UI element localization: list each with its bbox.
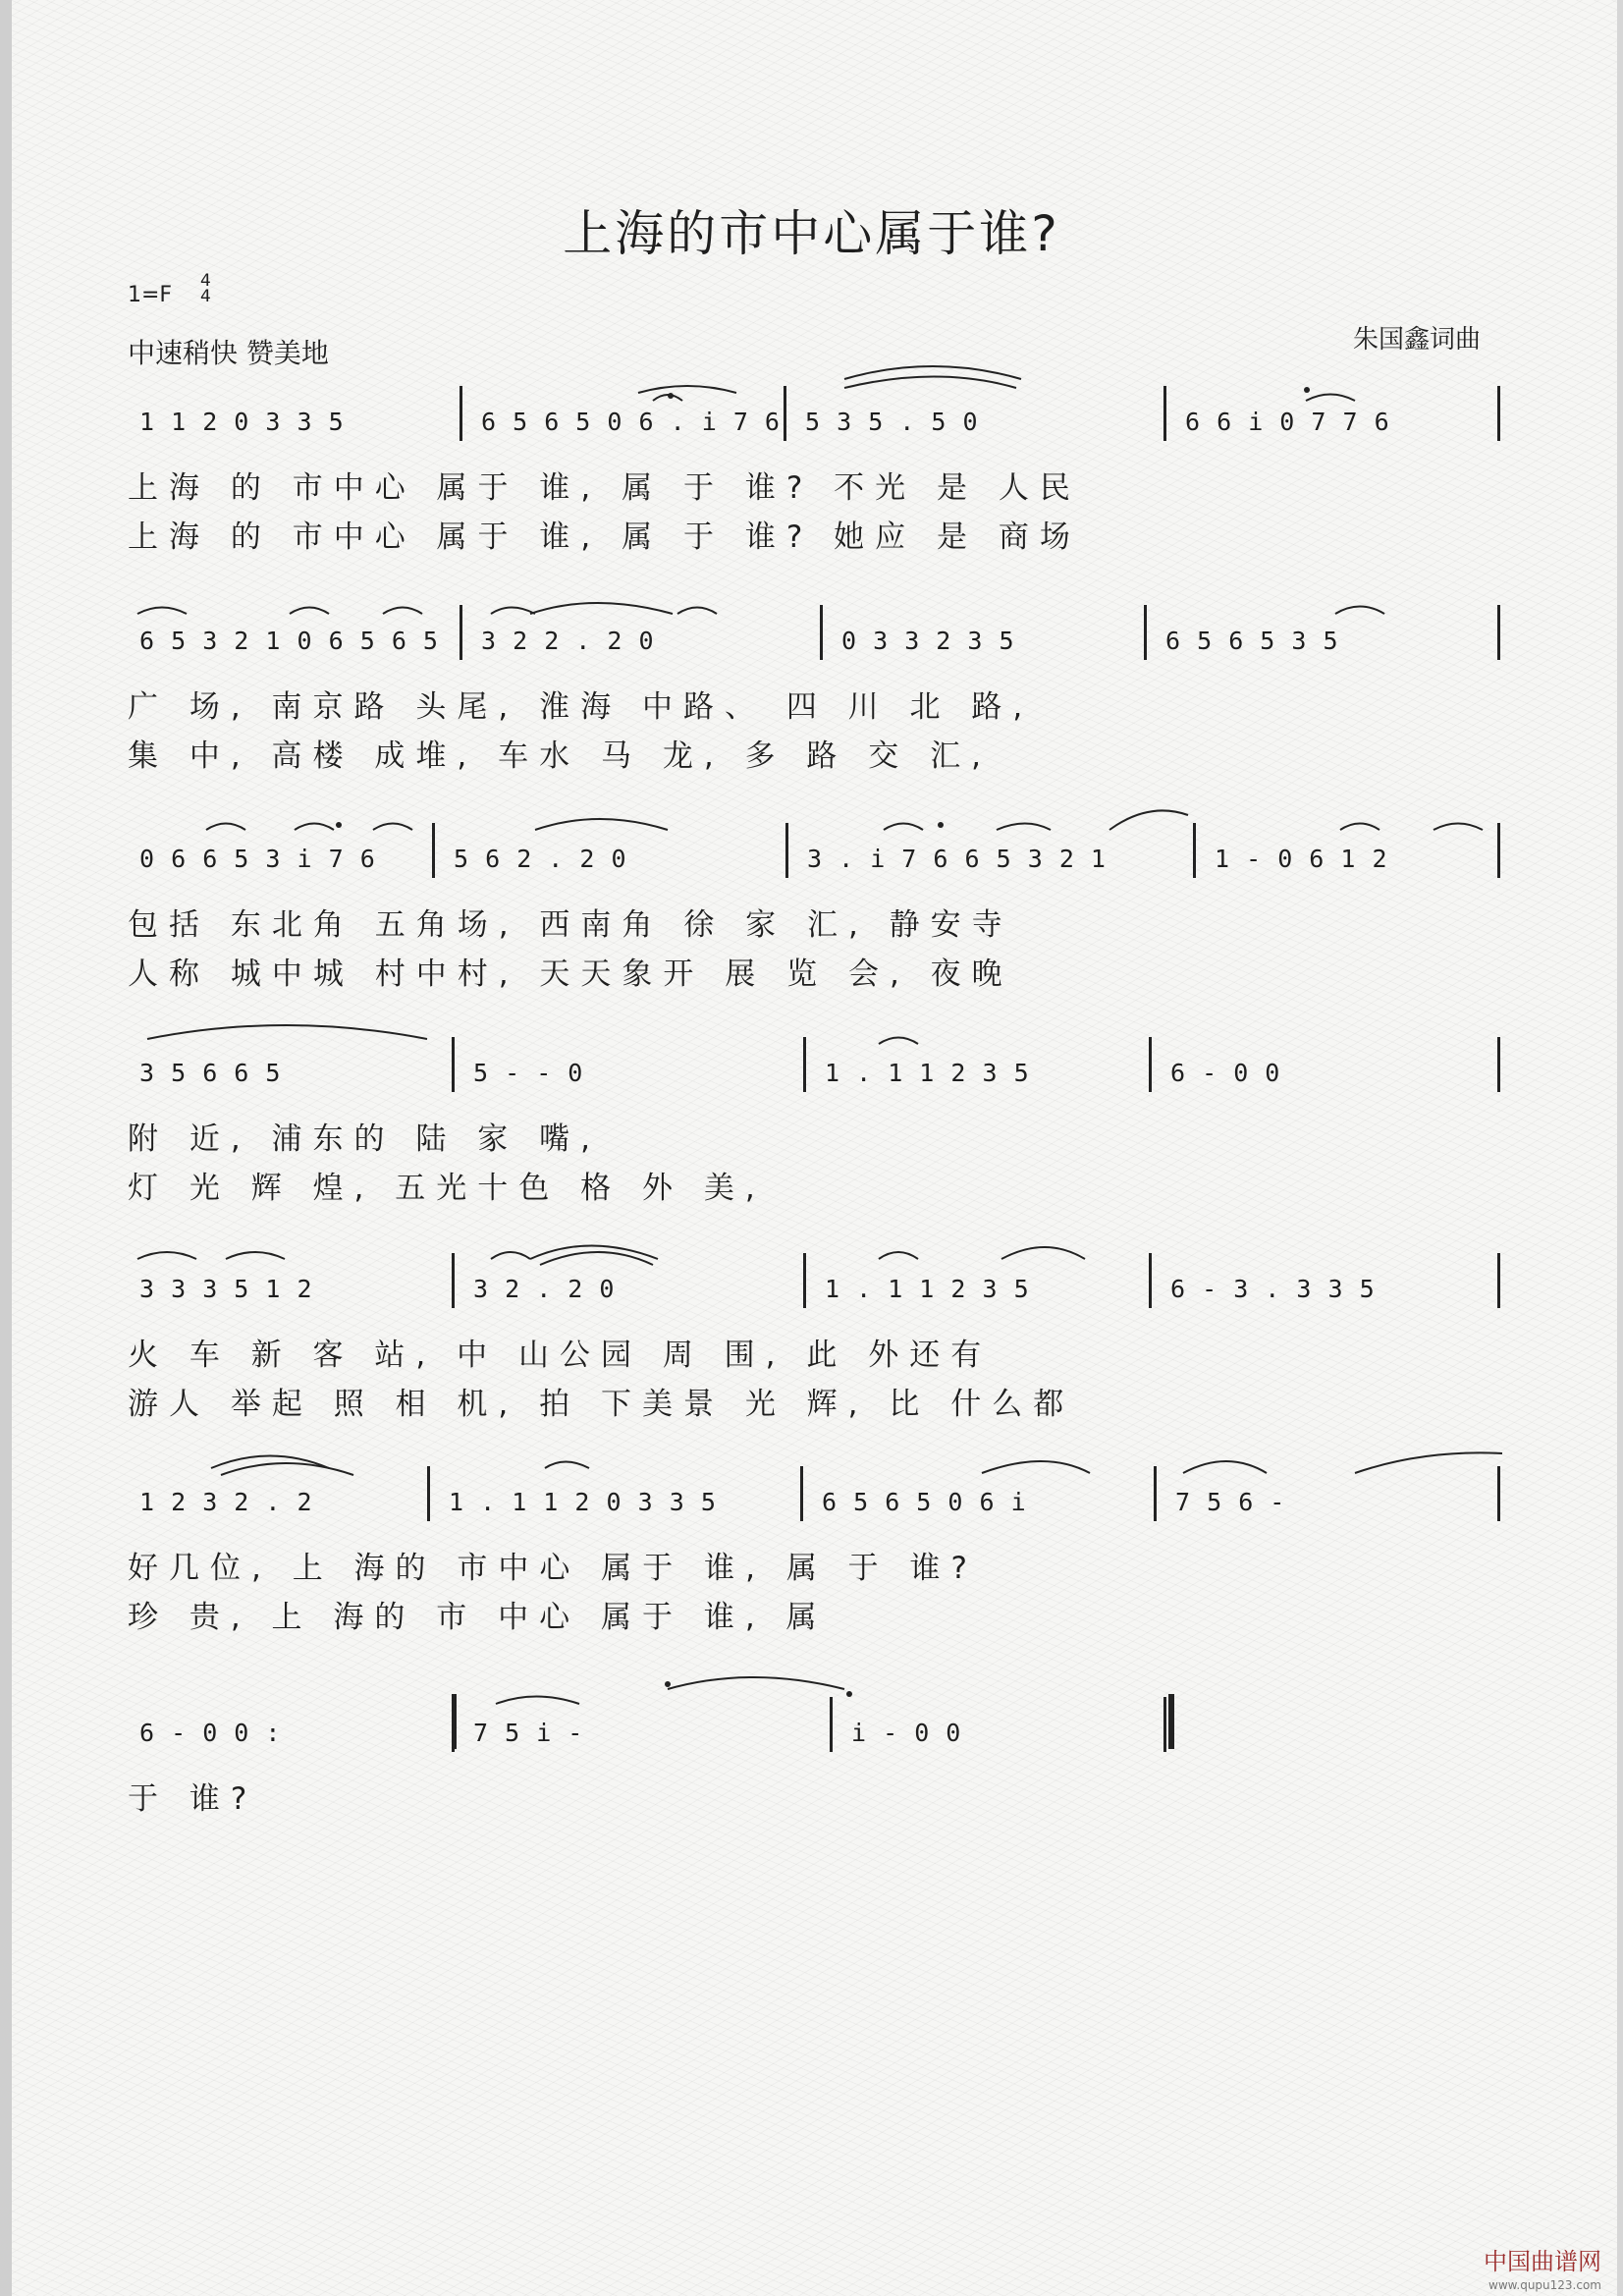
measure-notes: 5 - - 0 bbox=[473, 1059, 584, 1087]
barline bbox=[1144, 605, 1147, 660]
slur bbox=[290, 608, 329, 615]
slur bbox=[879, 1038, 918, 1045]
repeat-barline bbox=[452, 1694, 457, 1749]
measure-notes: 1 . 1 1 2 3 5 bbox=[825, 1059, 1030, 1087]
barline bbox=[1149, 1253, 1152, 1308]
barline bbox=[803, 1037, 806, 1092]
lyric-line: 珍 贵, 上 海的 市 中心 属于 谁, 属 bbox=[128, 1600, 828, 1635]
barline bbox=[427, 1466, 430, 1521]
slur bbox=[1306, 395, 1355, 402]
slur bbox=[997, 824, 1051, 831]
slur bbox=[491, 1252, 530, 1259]
slur bbox=[530, 603, 673, 614]
measure-notes: 1 - 0 6 1 2 bbox=[1215, 845, 1388, 873]
barline bbox=[452, 1037, 455, 1092]
slur bbox=[982, 1461, 1090, 1473]
measure-notes: 5 6 2 . 2 0 bbox=[454, 845, 627, 873]
measure-notes: 6 6 i 0 7 7 6 bbox=[1185, 408, 1390, 436]
measure-notes: 1 . 1 1 2 0 3 3 5 bbox=[449, 1488, 717, 1516]
measure-notes: 1 . 1 1 2 3 5 bbox=[825, 1275, 1030, 1303]
measure-notes: 3 . i 7 6 6 5 3 2 1 bbox=[807, 845, 1107, 873]
slur bbox=[147, 1025, 427, 1039]
barline bbox=[803, 1253, 806, 1308]
slur bbox=[383, 608, 422, 615]
slur bbox=[677, 608, 717, 615]
author-credit: 朱国鑫词曲 bbox=[1352, 325, 1481, 355]
measure-notes: 1 1 2 0 3 3 5 bbox=[139, 408, 345, 436]
slur bbox=[884, 824, 923, 831]
barline bbox=[1193, 823, 1196, 878]
barline bbox=[800, 1466, 803, 1521]
barline bbox=[1149, 1037, 1152, 1092]
slur bbox=[221, 1463, 353, 1475]
final-barline bbox=[1168, 1694, 1174, 1749]
key-text: 1=F bbox=[128, 283, 173, 307]
barline bbox=[785, 823, 788, 878]
tempo-marking: 中速稍快 赞美地 bbox=[128, 337, 329, 369]
barline bbox=[1497, 386, 1500, 441]
slur bbox=[211, 1456, 329, 1469]
time-sig-numerator: 4 bbox=[200, 271, 211, 291]
slur bbox=[638, 386, 736, 393]
measure-notes: 1 2 3 2 . 2 bbox=[139, 1488, 313, 1516]
lyric-line: 好几位, 上 海的 市中心 属于 谁, 属 于 谁? bbox=[128, 1551, 978, 1586]
measure-notes: i - 0 0 bbox=[851, 1719, 962, 1747]
lyric-line: 集 中, 高楼 成堆, 车水 马 龙, 多 路 交 汇, bbox=[128, 738, 992, 774]
measure-notes: 7 5 6 - bbox=[1175, 1488, 1286, 1516]
measure-notes: 3 5 6 6 5 bbox=[139, 1059, 282, 1087]
slur bbox=[1001, 1247, 1085, 1259]
barline bbox=[1497, 1037, 1500, 1092]
slur bbox=[373, 824, 412, 831]
lyric-line: 包括 东北角 五角场, 西南角 徐 家 汇, 静安寺 bbox=[128, 907, 1013, 943]
lyric-line: 附 近, 浦东的 陆 家 嘴, bbox=[128, 1121, 601, 1157]
slur bbox=[1355, 1452, 1502, 1473]
barline bbox=[1497, 1253, 1500, 1308]
measure-notes: 6 - 3 . 3 3 5 bbox=[1170, 1275, 1376, 1303]
lyric-line: 于 谁? bbox=[128, 1781, 258, 1817]
measure-notes: 6 5 6 5 3 5 bbox=[1165, 627, 1339, 655]
measure-notes: 0 6 6 5 3 i 7 6 bbox=[139, 845, 376, 873]
slur bbox=[295, 824, 334, 831]
lyric-line: 上海 的 市中心 属于 谁, 属 于 谁? 她应 是 商场 bbox=[128, 519, 1081, 555]
measure-notes: 6 - 0 0 bbox=[1170, 1059, 1281, 1087]
song-title: 上海的市中心属于谁? bbox=[563, 205, 1060, 262]
measure-notes: 6 5 3 2 1 0 6 5 6 5 bbox=[139, 627, 439, 655]
measure-notes: 3 3 3 5 1 2 bbox=[139, 1275, 313, 1303]
slur bbox=[206, 824, 245, 831]
time-sig-denominator: 4 bbox=[200, 287, 211, 306]
measure-notes: 3 2 . 2 0 bbox=[473, 1275, 616, 1303]
measure-notes: 5 3 5 . 5 0 bbox=[805, 408, 979, 436]
barline bbox=[820, 605, 823, 660]
slur bbox=[668, 1677, 844, 1689]
slur bbox=[137, 1252, 196, 1259]
slur bbox=[226, 1252, 285, 1259]
barline bbox=[460, 386, 462, 441]
measure-notes: 3 2 2 . 2 0 bbox=[481, 627, 655, 655]
slur bbox=[540, 1252, 653, 1265]
slur bbox=[496, 1697, 579, 1705]
slur bbox=[879, 1252, 918, 1259]
slur bbox=[844, 377, 1016, 389]
barline bbox=[1163, 386, 1166, 441]
barline bbox=[784, 386, 786, 441]
barline bbox=[432, 823, 435, 878]
slur bbox=[1109, 810, 1188, 830]
site-url: www.qupu123.com bbox=[1488, 2278, 1601, 2292]
slur bbox=[1434, 824, 1483, 831]
measure-notes: 6 - 0 0 : bbox=[139, 1719, 282, 1747]
barline bbox=[830, 1697, 833, 1752]
lyric-line: 上海 的 市中心 属于 谁, 属 于 谁? 不光 是 人民 bbox=[128, 470, 1081, 506]
slur bbox=[1340, 824, 1380, 831]
barline bbox=[460, 605, 462, 660]
barline bbox=[1163, 1697, 1166, 1752]
slur bbox=[545, 1462, 589, 1469]
measure-notes: 6 5 6 5 0 6 . i 7 6 bbox=[481, 408, 781, 436]
measure-notes: 7 5 i - bbox=[473, 1719, 584, 1747]
lyric-line: 人称 城中城 村中村, 天天象开 展 览 会, 夜晚 bbox=[128, 957, 1013, 992]
lyric-line: 火 车 新 客 站, 中 山公园 周 围, 此 外还有 bbox=[128, 1338, 993, 1373]
measure-notes: 6 5 6 5 0 6 i bbox=[822, 1488, 1027, 1516]
slur bbox=[1335, 607, 1384, 615]
barline bbox=[1497, 605, 1500, 660]
slur bbox=[137, 608, 187, 615]
slur bbox=[1183, 1461, 1267, 1473]
lyric-line: 游人 举起 照 相 机, 拍 下美景 光 辉, 比 什么都 bbox=[128, 1387, 1075, 1422]
lyric-line: 广 场, 南京路 头尾, 淮海 中路、 四 川 北 路, bbox=[128, 689, 1034, 725]
barline bbox=[1497, 1466, 1500, 1521]
slur bbox=[653, 395, 682, 401]
barline bbox=[1154, 1466, 1157, 1521]
site-logo: 中国曲谱网 bbox=[1484, 2248, 1601, 2275]
slur bbox=[535, 819, 668, 830]
barline bbox=[452, 1253, 455, 1308]
barline bbox=[1497, 823, 1500, 878]
lyric-line: 灯 光 辉 煌, 五光十色 格 外 美, bbox=[128, 1171, 766, 1206]
slur bbox=[491, 608, 535, 615]
measure-notes: 0 3 3 2 3 5 bbox=[841, 627, 1015, 655]
